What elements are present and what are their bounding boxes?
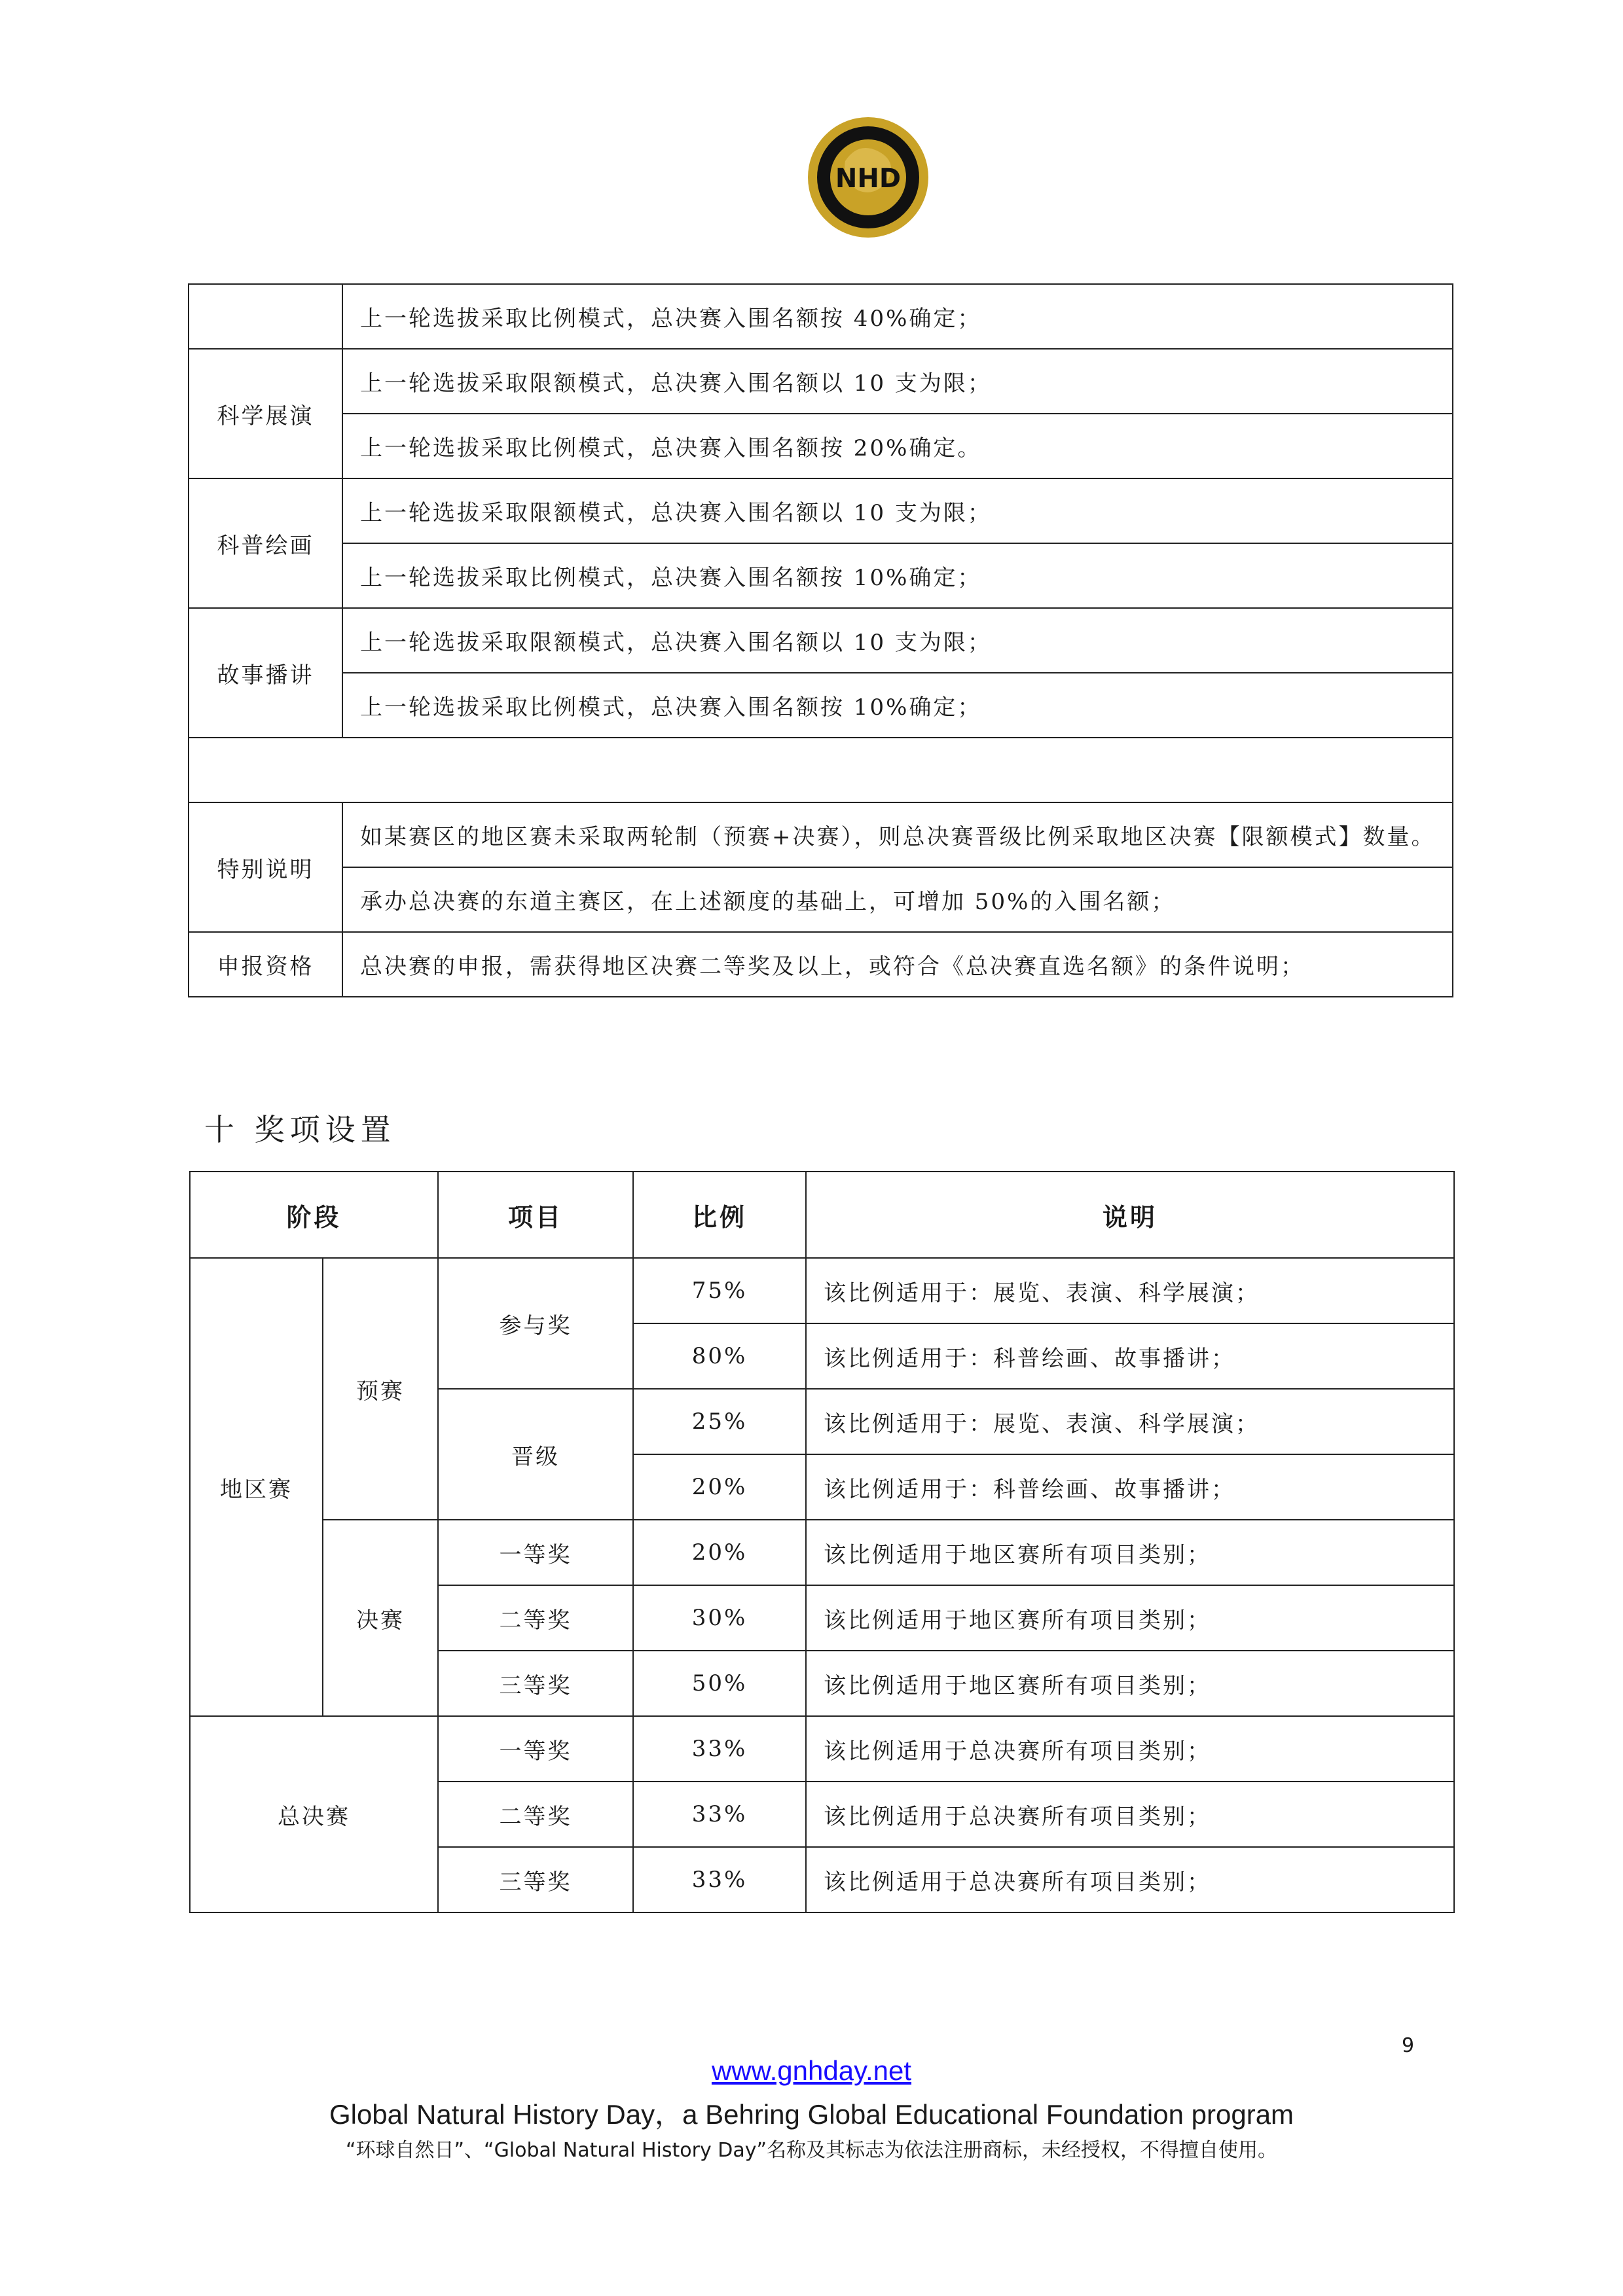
quota-text: 上一轮选拔采取比例模式，总决赛入围名额按 10%确定； bbox=[342, 543, 1453, 608]
description-cell: 该比例适用于：展览、表演、科学展演； bbox=[806, 1258, 1454, 1323]
item-participation: 参与奖 bbox=[438, 1258, 633, 1389]
item-cell: 三等奖 bbox=[438, 1847, 633, 1912]
row-label-storytelling: 故事播讲 bbox=[189, 608, 342, 738]
item-cell: 三等奖 bbox=[438, 1651, 633, 1716]
sub-stage-final: 决赛 bbox=[323, 1520, 438, 1716]
description-cell: 该比例适用于地区赛所有项目类别； bbox=[806, 1651, 1454, 1716]
footer-program-line: Global Natural History Day，a Behring Global Educational Foundation program bbox=[329, 2099, 1294, 2130]
sub-stage-prelim: 预赛 bbox=[323, 1258, 438, 1520]
ratio-cell: 33% bbox=[633, 1782, 806, 1847]
description-cell: 该比例适用于总决赛所有项目类别； bbox=[806, 1847, 1454, 1912]
nhd-logo bbox=[806, 115, 930, 240]
section-title: 十 奖项设置 bbox=[204, 1112, 396, 1147]
stage-regional: 地区赛 bbox=[190, 1258, 323, 1716]
quota-text: 上一轮选拔采取比例模式，总决赛入围名额按 20%确定。 bbox=[342, 414, 1453, 478]
ratio-cell: 25% bbox=[633, 1389, 806, 1454]
row-label-eligibility: 申报资格 bbox=[189, 932, 342, 997]
footer-trademark-notice: “环球自然日”、“Global Natural History Day”名称及其标志为依法注册商标，未经授权，不得擅自使用。 bbox=[345, 2139, 1278, 2162]
description-cell: 该比例适用于总决赛所有项目类别； bbox=[806, 1716, 1454, 1782]
stage-national-final: 总决赛 bbox=[190, 1716, 438, 1912]
quota-text: 如某赛区的地区赛未采取两轮制（预赛+决赛），则总决赛晋级比例采取地区决赛【限额模式】数量。 bbox=[342, 802, 1453, 867]
header-description: 说明 bbox=[806, 1172, 1454, 1258]
awards-table bbox=[189, 1171, 1455, 1913]
ratio-cell: 50% bbox=[633, 1651, 806, 1716]
quota-table bbox=[188, 283, 1453, 997]
quota-text: 上一轮选拔采取限额模式，总决赛入围名额以 10 支为限； bbox=[342, 608, 1453, 673]
description-cell: 该比例适用于：科普绘画、故事播讲； bbox=[806, 1323, 1454, 1389]
ratio-cell: 30% bbox=[633, 1585, 806, 1651]
website-link[interactable]: www.gnhday.net bbox=[711, 2055, 912, 2086]
quota-text: 上一轮选拔采取限额模式，总决赛入围名额以 10 支为限； bbox=[342, 478, 1453, 543]
row-label-science-drawing: 科普绘画 bbox=[189, 478, 342, 608]
description-cell: 该比例适用于地区赛所有项目类别； bbox=[806, 1585, 1454, 1651]
description-cell: 该比例适用于总决赛所有项目类别； bbox=[806, 1782, 1454, 1847]
header-item: 项目 bbox=[438, 1172, 633, 1258]
quota-text: 上一轮选拔采取比例模式，总决赛入围名额按 40%确定； bbox=[342, 284, 1453, 349]
ratio-cell: 33% bbox=[633, 1716, 806, 1782]
ratio-cell: 20% bbox=[633, 1454, 806, 1520]
item-cell: 二等奖 bbox=[438, 1585, 633, 1651]
item-cell: 一等奖 bbox=[438, 1716, 633, 1782]
description-cell: 该比例适用于：科普绘画、故事播讲； bbox=[806, 1454, 1454, 1520]
quota-text: 上一轮选拔采取比例模式，总决赛入围名额按 10%确定； bbox=[342, 673, 1453, 738]
item-cell: 一等奖 bbox=[438, 1520, 633, 1585]
row-label-science-show: 科学展演 bbox=[189, 349, 342, 478]
ratio-cell: 33% bbox=[633, 1847, 806, 1912]
logo-text: NHD bbox=[835, 164, 902, 194]
quota-text: 总决赛的申报，需获得地区决赛二等奖及以上，或符合《总决赛直选名额》的条件说明； bbox=[342, 932, 1453, 997]
row-label bbox=[189, 284, 342, 349]
page-number: 9 bbox=[1402, 2034, 1415, 2057]
quota-text: 上一轮选拔采取限额模式，总决赛入围名额以 10 支为限； bbox=[342, 349, 1453, 414]
blank-row bbox=[189, 738, 1453, 802]
quota-text: 承办总决赛的东道主赛区，在上述额度的基础上，可增加 50%的入围名额； bbox=[342, 867, 1453, 932]
ratio-cell: 75% bbox=[633, 1258, 806, 1323]
header-stage: 阶段 bbox=[190, 1172, 438, 1258]
row-label-special-note: 特别说明 bbox=[189, 802, 342, 932]
item-cell: 二等奖 bbox=[438, 1782, 633, 1847]
description-cell: 该比例适用于：展览、表演、科学展演； bbox=[806, 1389, 1454, 1454]
ratio-cell: 20% bbox=[633, 1520, 806, 1585]
ratio-cell: 80% bbox=[633, 1323, 806, 1389]
header-ratio: 比例 bbox=[633, 1172, 806, 1258]
description-cell: 该比例适用于地区赛所有项目类别； bbox=[806, 1520, 1454, 1585]
item-advance: 晋级 bbox=[438, 1389, 633, 1520]
